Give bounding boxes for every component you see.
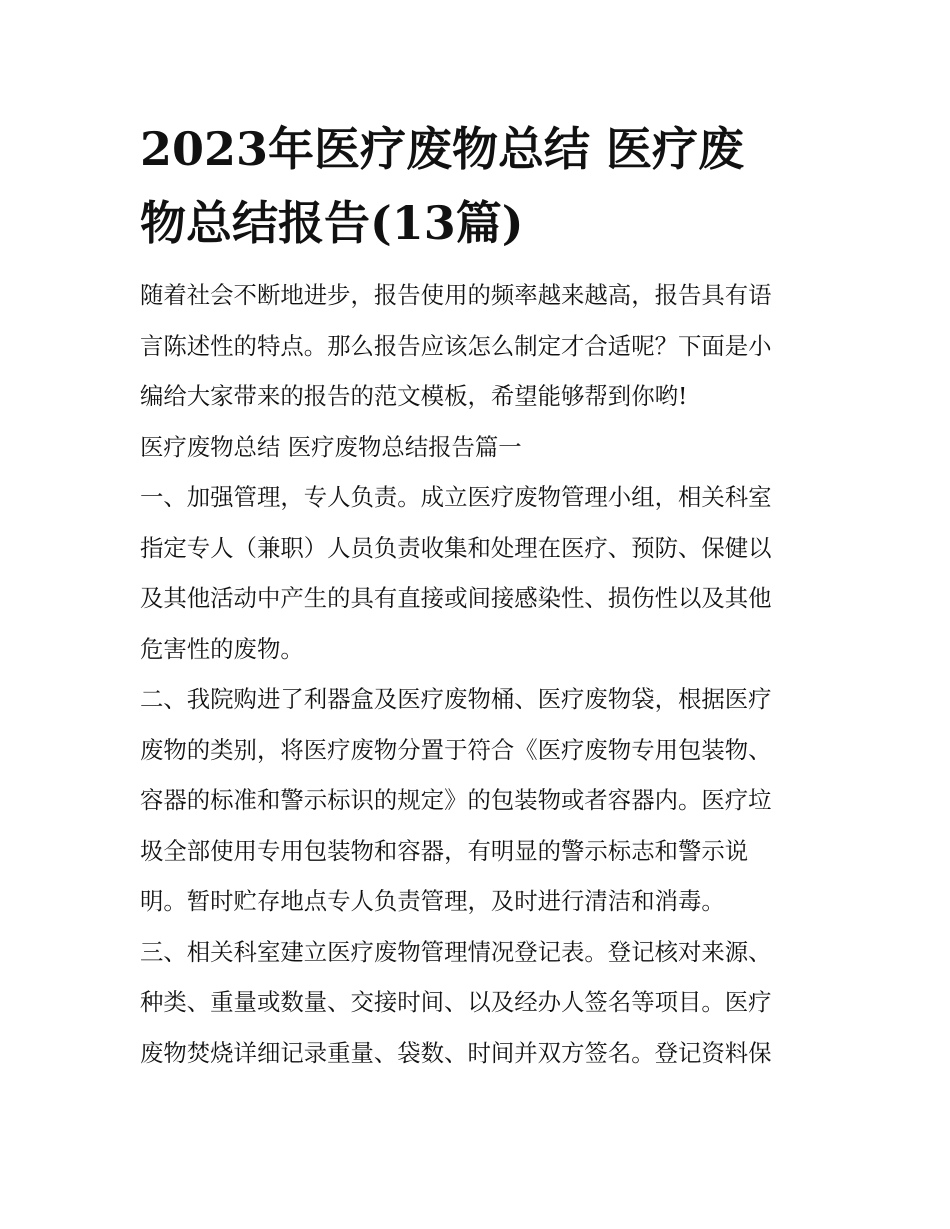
- document-body: [140, 270, 812, 1078]
- body-line: 编给大家带来的报告的范文模板，希望能够帮到你哟!: [140, 382, 688, 410]
- body-line: 明。暂时贮存地点专人负责管理，及时进行清洁和消毒。: [140, 887, 725, 915]
- body-line: 随着社会不断地进步，报告使用的频率越来越高，报告具有语: [140, 281, 772, 309]
- body-line: 种类、重量或数量、交接时间、以及经办人签名等项目。医疗: [140, 988, 772, 1016]
- body-line: 及其他活动中产生的具有直接或间接感染性、损伤性以及其他: [140, 584, 772, 612]
- body-line: 容器的标准和警示标识的规定》的包装物或者容器内。医疗垃: [140, 786, 772, 814]
- body-line: 圾全部使用专用包装物和容器，有明显的警示标志和警示说: [140, 836, 749, 865]
- body-line: 言陈述性的特点。那么报告应该怎么制定才合适呢？下面是小: [140, 331, 772, 360]
- document-page: [140, 112, 812, 1078]
- body-line: 二、我院购进了利器盒及医疗废物桶、医疗废物袋，根据医疗: [140, 685, 772, 713]
- body-line: 三、相关科室建立医疗废物管理情况登记表。登记核对来源、: [140, 937, 772, 966]
- body-line: 危害性的废物。: [140, 634, 304, 663]
- body-line: 一、加强管理，专人负责。成立医疗废物管理小组，相关科室: [140, 483, 772, 511]
- document-title: 2023年医疗废物总结 医疗废物总结报告(13篇): [140, 122, 745, 250]
- body-line: 废物焚烧详细记录重量、袋数、时间并双方签名。登记资料保: [140, 1038, 772, 1067]
- body-line: 指定专人（兼职）人员负责收集和处理在医疗、预防、保健以: [140, 533, 772, 562]
- section-heading: 医疗废物总结 医疗废物总结报告篇一: [140, 432, 522, 461]
- body-line: 废物的类别，将医疗废物分置于符合《医疗废物专用包装物、: [140, 735, 772, 764]
